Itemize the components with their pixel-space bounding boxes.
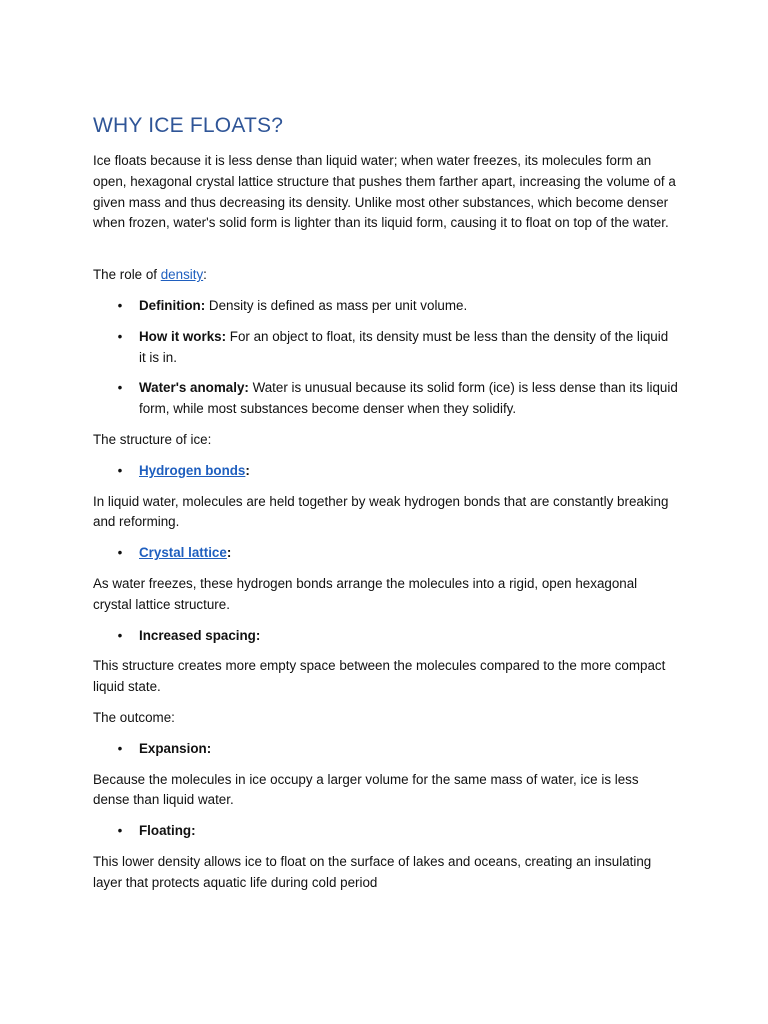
bullet-icon: • [117, 627, 123, 643]
list-item-text: For an object to float, its density must be less than the density of the liquid it is in. [139, 328, 669, 365]
crystal-lattice-paragraph: As water freezes, these hydrogen bonds arrange the molecules into a rigid, open hexagonal crystal lattice structure. [93, 575, 638, 612]
document-body [93, 113, 678, 904]
hydrogen-bonds-paragraph: In liquid water, molecules are held together by weak hydrogen bonds that are constantly breaking and reforming. [93, 493, 669, 530]
list-item-suffix: : [226, 545, 232, 561]
list-item [93, 821, 678, 842]
bullet-icon: • [117, 328, 123, 344]
density-list [93, 296, 678, 420]
list-item [93, 461, 678, 482]
bullet-icon: • [117, 545, 123, 561]
list-item-label: Floating: [139, 823, 196, 839]
hydrogen-bonds-link[interactable]: Hydrogen bonds [139, 462, 246, 478]
density-heading-prefix: The role of [93, 267, 161, 283]
density-heading-suffix: : [203, 267, 207, 283]
crystal-lattice-link[interactable]: Crystal lattice [139, 545, 227, 561]
increased-spacing-paragraph: This structure creates more empty space between the molecules compared to the more compact liquid state. [93, 658, 666, 695]
crystal-lattice-list [93, 543, 678, 564]
list-item [93, 327, 678, 369]
list-item-label: Water's anomaly: [139, 380, 249, 396]
list-item [93, 739, 678, 760]
list-item-suffix: : [245, 462, 250, 478]
hydrogen-bonds-list [93, 461, 678, 482]
floating-paragraph: This lower density allows ice to float on the surface of lakes and oceans, creating an insulating layer that protects aquatic life during cold period [93, 853, 652, 890]
list-item [93, 626, 678, 647]
expansion-list [93, 739, 678, 760]
outcome-heading: The outcome: [93, 709, 175, 725]
list-item-text: Density is defined as mass per unit volume. [205, 297, 468, 313]
increased-spacing-list [93, 626, 678, 647]
list-item [93, 296, 678, 317]
intro-paragraph: Ice floats because it is less dense than liquid water; when water freezes, its molecules form an open, hexagonal crystal lattice structure that pushes them farther apart, increasing the volume of a given mass and thus decreasing its density. Unlike most other substances, which become denser when frozen, water's solid form is lighter than its liquid form, causing it to float on top of the water. [93, 153, 676, 231]
list-item-label: Increased spacing: [139, 627, 261, 643]
list-item-label: Expansion: [139, 740, 212, 756]
list-item-text: Water is unusual because its solid form (ice) is less dense than its liquid form, while most substances become denser when they solidify. [139, 380, 678, 417]
bullet-icon: • [117, 297, 123, 313]
list-item-label: How it works: [139, 328, 227, 344]
floating-list [93, 821, 678, 842]
page-title: WHY ICE FLOATS? [93, 114, 284, 137]
bullet-icon: • [117, 823, 123, 839]
bullet-icon: • [117, 462, 123, 478]
expansion-paragraph: Because the molecules in ice occupy a larger volume for the same mass of water, ice is less dense than liquid water. [93, 771, 639, 808]
bullet-icon: • [117, 740, 123, 756]
density-link[interactable]: density [160, 267, 204, 283]
density-heading [93, 265, 678, 286]
bullet-icon: • [117, 380, 123, 396]
structure-heading: The structure of ice: [93, 431, 212, 447]
list-item [93, 378, 678, 420]
list-item [93, 543, 678, 564]
list-item-label: Definition: [139, 297, 206, 313]
